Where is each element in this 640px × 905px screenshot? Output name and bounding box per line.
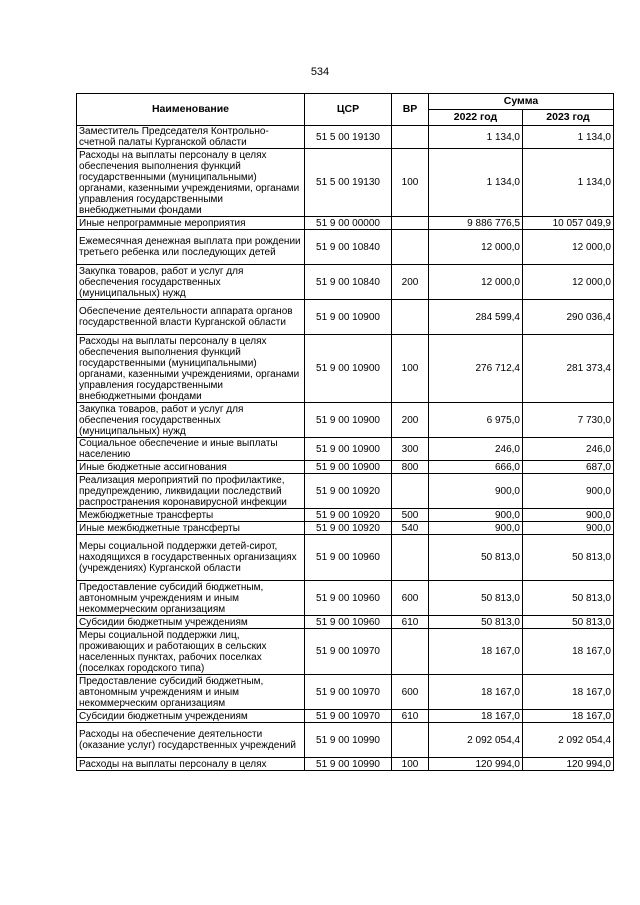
row-csr: 51 5 00 19130 bbox=[305, 126, 392, 149]
row-name: Иные межбюджетные трансферты bbox=[77, 522, 305, 535]
page-number: 534 bbox=[310, 66, 330, 78]
row-name: Закупка товаров, работ и услуг для обеспечения государственных (муниципальных) нужд bbox=[77, 403, 305, 438]
row-name: Заместитель Председателя Контрольно-счетной палаты Курганской области bbox=[77, 126, 305, 149]
row-value-2023: 12 000,0 bbox=[523, 265, 614, 300]
row-value-2023: 900,0 bbox=[523, 474, 614, 509]
row-csr: 51 9 00 10920 bbox=[305, 522, 392, 535]
row-value-2023: 50 813,0 bbox=[523, 616, 614, 629]
row-value-2022: 900,0 bbox=[429, 522, 523, 535]
table-row bbox=[77, 535, 614, 581]
row-value-2022: 900,0 bbox=[429, 474, 523, 509]
row-value-2022: 120 994,0 bbox=[429, 758, 523, 771]
row-value-2022: 284 599,4 bbox=[429, 300, 523, 335]
row-csr: 51 9 00 10970 bbox=[305, 629, 392, 675]
row-name: Предоставление субсидий бюджетным, автономным учреждениям и иным некоммерческим организациям bbox=[77, 581, 305, 616]
row-value-2022: 9 886 776,5 bbox=[429, 217, 523, 230]
row-value-2022: 12 000,0 bbox=[429, 265, 523, 300]
row-vr: 610 bbox=[392, 616, 429, 629]
row-value-2023: 18 167,0 bbox=[523, 629, 614, 675]
row-value-2023: 18 167,0 bbox=[523, 675, 614, 710]
header-2023: 2023 год bbox=[523, 110, 614, 126]
row-value-2023: 50 813,0 bbox=[523, 535, 614, 581]
table-row bbox=[77, 300, 614, 335]
row-vr: 200 bbox=[392, 265, 429, 300]
row-csr: 51 9 00 10960 bbox=[305, 535, 392, 581]
row-vr bbox=[392, 217, 429, 230]
row-value-2023: 7 730,0 bbox=[523, 403, 614, 438]
row-name: Субсидии бюджетным учреждениям bbox=[77, 710, 305, 723]
table-row bbox=[77, 509, 614, 522]
row-csr: 51 9 00 10900 bbox=[305, 300, 392, 335]
row-value-2023: 2 092 054,4 bbox=[523, 723, 614, 758]
row-vr: 100 bbox=[392, 149, 429, 217]
row-csr: 51 9 00 10900 bbox=[305, 403, 392, 438]
header-vr: ВР bbox=[392, 94, 429, 126]
budget-table bbox=[76, 93, 614, 771]
row-name: Расходы на выплаты персоналу в целях bbox=[77, 758, 305, 771]
row-vr: 600 bbox=[392, 675, 429, 710]
row-name: Субсидии бюджетным учреждениям bbox=[77, 616, 305, 629]
row-vr bbox=[392, 300, 429, 335]
row-name: Расходы на выплаты персоналу в целях обеспечения выполнения функций государственными (муниципальными) органами, казенными учреждениями, органами управления государственными внебюджетными фондами bbox=[77, 149, 305, 217]
table-row bbox=[77, 616, 614, 629]
row-value-2022: 900,0 bbox=[429, 509, 523, 522]
row-value-2022: 12 000,0 bbox=[429, 230, 523, 265]
header-sum: Сумма bbox=[429, 94, 614, 110]
row-name: Социальное обеспечение и иные выплаты населению bbox=[77, 438, 305, 461]
row-value-2022: 246,0 bbox=[429, 438, 523, 461]
table-row bbox=[77, 758, 614, 771]
row-csr: 51 5 00 19130 bbox=[305, 149, 392, 217]
row-name: Предоставление субсидий бюджетным, автономным учреждениям и иным некоммерческим организациям bbox=[77, 675, 305, 710]
table-row bbox=[77, 126, 614, 149]
row-value-2022: 18 167,0 bbox=[429, 710, 523, 723]
row-value-2022: 276 712,4 bbox=[429, 335, 523, 403]
table-row bbox=[77, 675, 614, 710]
row-csr: 51 9 00 10990 bbox=[305, 758, 392, 771]
row-value-2023: 1 134,0 bbox=[523, 126, 614, 149]
row-csr: 51 9 00 10900 bbox=[305, 335, 392, 403]
row-value-2023: 900,0 bbox=[523, 522, 614, 535]
row-value-2023: 10 057 049,9 bbox=[523, 217, 614, 230]
row-csr: 51 9 00 00000 bbox=[305, 217, 392, 230]
row-csr: 51 9 00 10840 bbox=[305, 230, 392, 265]
row-name: Меры социальной поддержки лиц, проживающих и работающих в сельских населенных пунктах, рабочих поселках (поселках городского типа) bbox=[77, 629, 305, 675]
row-vr bbox=[392, 230, 429, 265]
row-value-2022: 50 813,0 bbox=[429, 616, 523, 629]
row-value-2023: 290 036,4 bbox=[523, 300, 614, 335]
row-name: Межбюджетные трансферты bbox=[77, 509, 305, 522]
row-value-2022: 6 975,0 bbox=[429, 403, 523, 438]
row-value-2023: 18 167,0 bbox=[523, 710, 614, 723]
header-2022: 2022 год bbox=[429, 110, 523, 126]
row-vr bbox=[392, 474, 429, 509]
row-vr: 600 bbox=[392, 581, 429, 616]
row-vr: 100 bbox=[392, 335, 429, 403]
table-row bbox=[77, 474, 614, 509]
row-name: Расходы на выплаты персоналу в целях обеспечения выполнения функций государственными (муниципальными) органами, казенными учреждениями, органами управления государственными внебюджетными фондами bbox=[77, 335, 305, 403]
row-vr: 500 bbox=[392, 509, 429, 522]
table-row bbox=[77, 629, 614, 675]
row-value-2023: 687,0 bbox=[523, 461, 614, 474]
row-vr bbox=[392, 723, 429, 758]
row-value-2023: 281 373,4 bbox=[523, 335, 614, 403]
row-value-2022: 1 134,0 bbox=[429, 149, 523, 217]
row-value-2022: 18 167,0 bbox=[429, 675, 523, 710]
row-csr: 51 9 00 10900 bbox=[305, 461, 392, 474]
row-name: Обеспечение деятельности аппарата органов государственной власти Курганской области bbox=[77, 300, 305, 335]
row-value-2022: 2 092 054,4 bbox=[429, 723, 523, 758]
row-name: Реализация мероприятий по профилактике, предупреждению, ликвидации последствий распространения коронавирусной инфекции bbox=[77, 474, 305, 509]
table-body bbox=[77, 126, 614, 771]
row-value-2022: 666,0 bbox=[429, 461, 523, 474]
row-value-2022: 50 813,0 bbox=[429, 581, 523, 616]
row-vr: 540 bbox=[392, 522, 429, 535]
table-row bbox=[77, 335, 614, 403]
table-row bbox=[77, 522, 614, 535]
row-vr: 610 bbox=[392, 710, 429, 723]
table-row bbox=[77, 710, 614, 723]
row-csr: 51 9 00 10900 bbox=[305, 438, 392, 461]
table-row bbox=[77, 461, 614, 474]
row-csr: 51 9 00 10840 bbox=[305, 265, 392, 300]
row-value-2022: 18 167,0 bbox=[429, 629, 523, 675]
row-value-2023: 246,0 bbox=[523, 438, 614, 461]
row-vr bbox=[392, 629, 429, 675]
header-csr: ЦСР bbox=[305, 94, 392, 126]
table-row bbox=[77, 723, 614, 758]
table-row bbox=[77, 230, 614, 265]
row-vr: 800 bbox=[392, 461, 429, 474]
row-name: Закупка товаров, работ и услуг для обеспечения государственных (муниципальных) нужд bbox=[77, 265, 305, 300]
table-row bbox=[77, 149, 614, 217]
row-value-2023: 120 994,0 bbox=[523, 758, 614, 771]
row-name: Расходы на обеспечение деятельности (оказание услуг) государственных учреждений bbox=[77, 723, 305, 758]
table-row bbox=[77, 438, 614, 461]
row-csr: 51 9 00 10970 bbox=[305, 710, 392, 723]
row-vr bbox=[392, 535, 429, 581]
table-row bbox=[77, 581, 614, 616]
row-name: Ежемесячная денежная выплата при рождении третьего ребенка или последующих детей bbox=[77, 230, 305, 265]
table-row bbox=[77, 265, 614, 300]
row-value-2023: 900,0 bbox=[523, 509, 614, 522]
row-vr: 200 bbox=[392, 403, 429, 438]
table-header bbox=[77, 94, 614, 126]
table-row bbox=[77, 217, 614, 230]
header-name: Наименование bbox=[77, 94, 305, 126]
row-value-2023: 12 000,0 bbox=[523, 230, 614, 265]
row-vr bbox=[392, 126, 429, 149]
row-csr: 51 9 00 10990 bbox=[305, 723, 392, 758]
row-csr: 51 9 00 10960 bbox=[305, 581, 392, 616]
row-value-2022: 50 813,0 bbox=[429, 535, 523, 581]
row-value-2023: 50 813,0 bbox=[523, 581, 614, 616]
row-csr: 51 9 00 10920 bbox=[305, 509, 392, 522]
row-value-2023: 1 134,0 bbox=[523, 149, 614, 217]
row-csr: 51 9 00 10970 bbox=[305, 675, 392, 710]
table-row bbox=[77, 403, 614, 438]
row-name: Иные непрограммные мероприятия bbox=[77, 217, 305, 230]
row-vr: 100 bbox=[392, 758, 429, 771]
row-name: Меры социальной поддержки детей-сирот, находящихся в государственных организациях (учреждениях) Курганской области bbox=[77, 535, 305, 581]
row-csr: 51 9 00 10920 bbox=[305, 474, 392, 509]
row-csr: 51 9 00 10960 bbox=[305, 616, 392, 629]
row-value-2022: 1 134,0 bbox=[429, 126, 523, 149]
row-name: Иные бюджетные ассигнования bbox=[77, 461, 305, 474]
row-vr: 300 bbox=[392, 438, 429, 461]
